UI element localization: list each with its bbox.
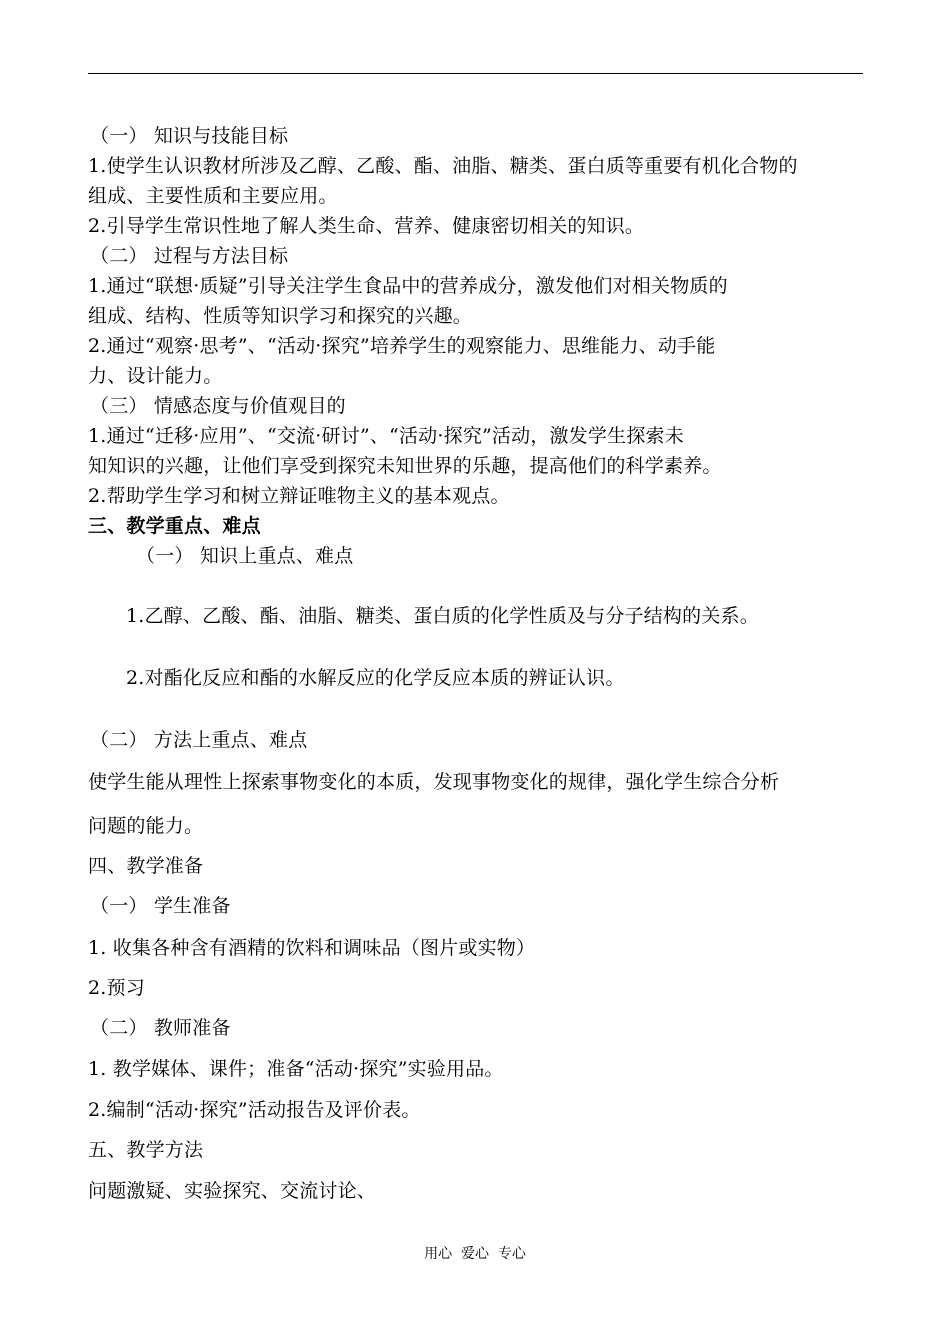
subsection-heading: （二） 教师准备 <box>90 1017 231 1039</box>
paragraph-line: 1.乙醇、乙酸、酯、油脂、糖类、蛋白质的化学性质及与分子结构的关系。 <box>126 605 759 627</box>
paragraph-line: 组成、主要性质和主要应用。 <box>88 185 338 207</box>
section-heading: 五、教学方法 <box>88 1139 204 1161</box>
paragraph-line: 问题激疑、实验探究、交流讨论、 <box>88 1180 377 1202</box>
paragraph-line: 1.通过“联想·质疑”引导关注学生食品中的营养成分，激发他们对相关物质的 <box>88 275 728 297</box>
subsection-heading: （三） 情感态度与价值观目的 <box>90 395 346 417</box>
section-heading: 四、教学准备 <box>88 855 204 877</box>
subsection-heading: （一） 知识与技能目标 <box>90 125 289 147</box>
paragraph-line: 1.通过“迁移·应用”、“交流·研讨”、“活动·探究”活动，激发学生探索未 <box>88 425 684 447</box>
page-footer: 用心 爱心 专心 <box>424 1246 526 1262</box>
paragraph-line: 2.通过“观察·思考”、“活动·探究”培养学生的观察能力、思维能力、动手能 <box>88 335 716 357</box>
header-rule <box>88 73 863 74</box>
section-heading: 三、教学重点、难点 <box>88 515 261 537</box>
paragraph-line: 2.对酯化反应和酯的水解反应的化学反应本质的辨证认识。 <box>126 667 625 689</box>
paragraph-line: 2.引导学生常识性地了解人类生命、营养、健康密切相关的知识。 <box>88 215 645 237</box>
paragraph-line: 力、设计能力。 <box>88 365 223 387</box>
paragraph-line: 问题的能力。 <box>88 815 204 837</box>
paragraph-line: 2.预习 <box>88 977 145 999</box>
paragraph-line: 使学生能从理性上探索事物变化的本质，发现事物变化的规律，强化学生综合分析 <box>88 771 780 793</box>
paragraph-line: 组成、结构、性质等知识学习和探究的兴趣。 <box>88 305 473 327</box>
paragraph-line: 知知识的兴趣，让他们享受到探究未知世界的乐趣，提高他们的科学素养。 <box>88 455 722 477</box>
subsection-heading: （二） 方法上重点、难点 <box>90 729 308 751</box>
paragraph-line: 2.帮助学生学习和树立辩证唯物主义的基本观点。 <box>88 485 510 507</box>
paragraph-line: 1. 教学媒体、课件；准备“活动·探究”实验用品。 <box>88 1058 504 1080</box>
paragraph-line: 1.使学生认识教材所涉及乙醇、乙酸、酯、油脂、糖类、蛋白质等重要有机化合物的 <box>88 155 798 177</box>
paragraph-line: 2.编制“活动·探究”活动报告及评价表。 <box>88 1099 421 1121</box>
paragraph-line: 1. 收集各种含有酒精的饮料和调味品（图片或实物） <box>88 937 536 959</box>
subsection-heading: （一） 学生准备 <box>90 895 231 917</box>
subsection-heading: （一） 知识上重点、难点 <box>136 545 354 567</box>
subsection-heading: （二） 过程与方法目标 <box>90 245 289 267</box>
